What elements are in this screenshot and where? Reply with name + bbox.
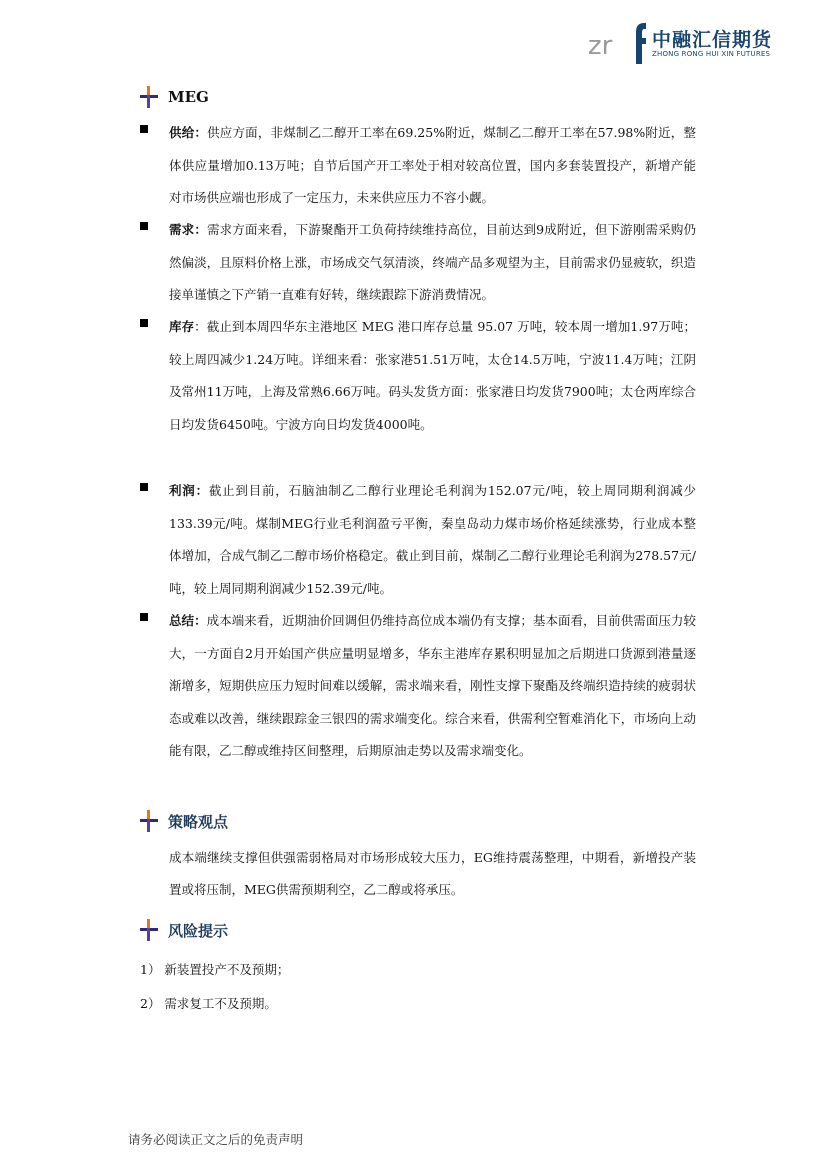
bullet-profit	[140, 475, 696, 605]
logo-chinese-name: 中融汇信期货	[652, 29, 773, 51]
bullet-supply	[140, 117, 696, 215]
footer-disclaimer[interactable]: 请务必阅读正文之后的免责声明	[128, 1132, 304, 1147]
bullet-label: 库存	[169, 319, 195, 334]
cross-marker-icon	[140, 810, 158, 832]
cross-marker-icon	[140, 919, 158, 941]
section-heading-risk	[140, 917, 228, 943]
bullet-text: 截止到目前，石脑油制乙二醇行业理论毛利润为152.07元/吨，较上周同期利润减少133.39元/吨。煤制MEG行业毛利润盈亏平衡，秦皇岛动力煤市场价格延续涨势，行业成本整体增加，合成气制乙二醇市场价格稳定。截止到目前，煤制乙二醇行业理论毛利润为278.57元/吨，较上周同期利润减少152.39元/吨。	[169, 483, 696, 596]
bullet-label: 需求：	[169, 222, 207, 237]
bullet-label: 供给：	[169, 125, 208, 140]
bullet-inventory	[140, 311, 696, 441]
bullet-label: 利润：	[169, 483, 209, 498]
bullet-demand	[140, 214, 696, 312]
bullet-square-icon	[140, 613, 148, 621]
logo-english-name: ZHONG RONG HUI XIN FUTURES	[652, 50, 771, 58]
bullet-square-icon	[140, 125, 148, 133]
bullet-label: 总结：	[169, 613, 207, 628]
section-heading-strategy	[140, 808, 228, 834]
bullet-text: 供应方面，非煤制乙二醇开工率在69.25%附近，煤制乙二醇开工率在57.98%附近，整体供应量增加0.13万吨；自节后国产开工率处于相对较高位置，国内多套装置投产，新增产能对市场供应端也形成了一定压力，未来供应压力不容小觑。	[169, 125, 696, 205]
section-title: 风险提示	[168, 921, 229, 940]
bullet-summary	[140, 605, 696, 768]
bullet-square-icon	[140, 222, 148, 230]
risk-item: 1） 新装置投产不及预期；	[140, 962, 290, 977]
section-title: MEG	[168, 88, 209, 106]
bullet-text: 需求方面来看，下游聚酯开工负荷持续维持高位，目前达到9成附近，但下游刚需采购仍然偏淡，且原料价格上涨，市场成交气氛清淡，终端产品多观望为主，目前需求仍显疲软，织造接单谨慎之下产销一直难有好转，继续跟踪下游消费情况。	[169, 222, 696, 302]
bullet-square-icon	[140, 483, 148, 491]
bullet-text: ：截止到本周四华东主港地区 MEG 港口库存总量 95.07 万吨，较本周一增加1.97万吨；较上周四减少1.24万吨。详细来看：张家港51.51万吨，太仓14.5万吨，宁波11.4万吨；江阴及常州11万吨，上海及常熟6.66万吨。码头发货方面：张家港日均发货7900吨；太仓两库综合日均发货6450吨。宁波方向日均发货4000吨。	[169, 319, 696, 432]
section-title: 策略观点	[168, 812, 229, 831]
risk-item: 2） 需求复工不及预期。	[140, 996, 277, 1011]
bullet-square-icon	[140, 319, 148, 327]
svg-text:zr: zr	[588, 31, 613, 61]
cross-marker-icon	[140, 86, 158, 108]
company-logo	[588, 20, 788, 66]
section-heading-meg	[140, 84, 209, 110]
bullet-text: 成本端来看，近期油价回调但仍维持高位成本端仍有支撑；基本面看，目前供需面压力较大，一方面自2月开始国产供应量明显增多，华东主港库存累积明显加之后期进口货源到港量逐渐增多，短期供应压力短时间难以缓解，需求端来看，刚性支撑下聚酯及终端织造持续的疲弱状态或难以改善，继续跟踪金三银四的需求端变化。综合来看，供需利空暂难消化下，市场向上动能有限，乙二醇或维持区间整理，后期原油走势以及需求端变化。	[169, 613, 696, 758]
strategy-paragraph: 成本端继续支撑但供强需弱格局对市场形成较大压力，EG维持震荡整理，中期看，新增投产装置或将压制，MEG供需预期利空，乙二醇或将承压。	[169, 850, 696, 897]
zrf-logo-mark-icon	[588, 20, 646, 64]
